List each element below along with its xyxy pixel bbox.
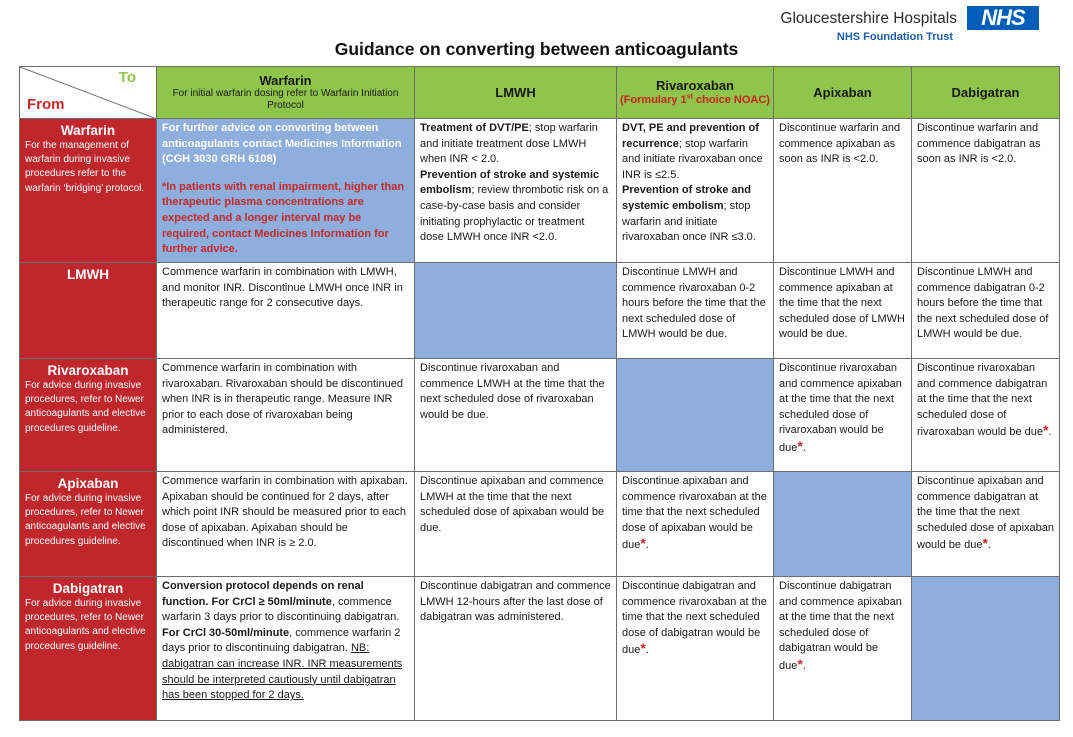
- recurrence-text: ; stop warfarin and initiate rivaroxaban once INR is ≤2.5.: [622, 137, 763, 181]
- row-rivaroxaban: [20, 359, 1060, 472]
- cell-apixaban-to-apixaban: [774, 472, 912, 577]
- header-row: [20, 67, 1060, 119]
- asterisk-mark: *: [797, 437, 803, 454]
- cell-warfarin-to-lmwh: [415, 119, 617, 263]
- formulary-note: [620, 93, 770, 107]
- col-header-warfarin: [157, 67, 415, 119]
- cell-lmwh-to-lmwh: [415, 263, 617, 359]
- row-header-warfarin: [20, 119, 157, 263]
- col-title-apixaban: Apixaban: [813, 85, 872, 100]
- row-header-dabigatran: [20, 577, 157, 721]
- col-header-lmwh: [415, 67, 617, 119]
- asterisk-mark: *: [1042, 422, 1049, 439]
- crcl-50-text: , commence warfarin 3 days prior to discontinuing dabigatran.: [162, 595, 400, 624]
- cell-lmwh-to-dabigatran: Discontinue LMWH and commence dabigatran 0-2 hours before the time that the next scheduled dose of LMWH would be due.: [912, 263, 1060, 359]
- cell-rivaroxaban-to-lmwh: Discontinue rivaroxaban and commence LMWH at the time that the next scheduled dose of rivaroxaban would be due.: [415, 359, 617, 472]
- nhs-logo: NHS: [967, 6, 1039, 30]
- stroke-text: ; stop warfarin and initiate rivaroxaban once INR ≤3.0.: [622, 199, 756, 244]
- cell-warfarin-to-dabigatran: Discontinue warfarin and commence dabigatran as soon as INR is <2.0.: [912, 119, 1060, 263]
- row-header-rivaroxaban: [20, 359, 157, 472]
- page-title: Guidance on converting between anticoagulants: [334, 39, 739, 59]
- col-header-apixaban: [774, 67, 912, 119]
- to-label: To: [118, 69, 136, 86]
- dvt-pe-heading: Treatment of DVT/PE: [420, 122, 529, 134]
- crcl-30-heading: For CrCl 30-50ml/minute: [162, 626, 290, 639]
- note-super: st: [686, 93, 693, 101]
- cell-text: Discontinue apixaban and commence rivaroxaban at the time that the next scheduled dose of apixaban would be due: [622, 475, 767, 552]
- cell-lmwh-to-apixaban: Discontinue LMWH and commence apixaban at the time that the next scheduled dose of LMWH would be due.: [774, 263, 912, 359]
- renal-heading: Conversion protocol depends on renal function.: [162, 580, 364, 608]
- cell-lmwh-to-warfarin: Commence warfarin in combination with LMWH, and monitor INR. Discontinue LMWH once INR in therapeutic range for 2 consecutive days.: [157, 263, 415, 359]
- row-subtitle-warfarin: For the management of warfarin during invasive procedures refer to the warfarin ‘bridging’ protocol.: [25, 140, 145, 194]
- row-apixaban: [20, 472, 1060, 577]
- row-title-lmwh: LMWH: [67, 267, 109, 282]
- cell-apixaban-to-warfarin: Commence warfarin in combination with apixaban. Apixaban should be continued for 2 days, after which point INR should be measured prior to each dose of apixaban. Apixaban should be discontinued when INR is ≥ 2.0.: [157, 472, 415, 577]
- stroke-heading: Prevention of stroke and systemic embolism: [420, 168, 600, 197]
- row-title-rivaroxaban: Rivaroxaban: [47, 363, 129, 378]
- renal-warning: *In patients with renal impairment, higher than therapeutic plasma concentrations are expected and a longer interval may be required, contact Medicines Information for further advice.: [162, 180, 405, 256]
- crcl-50-heading: For CrCl ≥ 50ml/minute: [208, 595, 332, 608]
- col-subtitle-warfarin: For initial warfarin dosing refer to Warfarin Initiation Protocol: [172, 88, 399, 111]
- cell-rivaroxaban-to-rivaroxaban: [617, 359, 774, 472]
- row-subtitle-rivaroxaban: For advice during invasive procedures, refer to Newer anticoagulants and elective procedures guideline.: [25, 380, 146, 434]
- cell-rivaroxaban-to-dabigatran: Discontinue rivaroxaban and commence dabigatran at the time that the next scheduled dose of rivaroxaban would be due*.: [912, 359, 1060, 472]
- col-title-lmwh: LMWH: [495, 85, 536, 100]
- cell-warfarin-to-rivaroxaban: [617, 119, 774, 263]
- col-header-rivaroxaban: [617, 67, 774, 119]
- cell-text: Discontinue apixaban and commence dabigatran at the time that the next scheduled dose of apixaban would be due: [917, 475, 1054, 552]
- cell-apixaban-to-dabigatran: Discontinue apixaban and commence dabigatran at the time that the next scheduled dose of apixaban would be due*.: [912, 472, 1060, 577]
- cell-rivaroxaban-to-warfarin: Commence warfarin in combination with rivaroxaban. Rivaroxaban should be discontinued when INR is in therapeutic range. Measure INR prior to each dose of rivaroxaban being administered.: [157, 359, 415, 472]
- row-title-apixaban: Apixaban: [57, 476, 119, 491]
- cell-warfarin-to-apixaban: Discontinue warfarin and commence apixaban as soon as INR is <2.0.: [774, 119, 912, 263]
- mi-contact-note: For further advice on converting between anticoagulants contact Medicines Information (CGH 3030 GRH 6108): [162, 122, 402, 166]
- asterisk-mark: *: [797, 655, 803, 672]
- row-warfarin: [20, 119, 1060, 263]
- cell-dabigatran-to-lmwh: Discontinue dabigatran and commence LMWH 12-hours after the last dose of dabigatran was administered.: [415, 577, 617, 721]
- dvt-pe-text: ; stop warfarin and initiate treatment dose LMWH when INR < 2.0.: [420, 122, 598, 166]
- cell-warfarin-to-warfarin: [157, 119, 415, 263]
- asterisk-mark: *: [640, 640, 646, 657]
- cell-dabigatran-to-warfarin: [157, 577, 415, 721]
- row-header-apixaban: [20, 472, 157, 577]
- stroke-text: ; review thrombotic risk on a case-by-case basis and consider initiating prophylactic or treatment dose LMWH once INR <2.0.: [420, 184, 609, 244]
- cell-apixaban-to-rivaroxaban: Discontinue apixaban and commence rivaroxaban at the time that the next scheduled dose of apixaban would be due*.: [617, 472, 774, 577]
- cell-rivaroxaban-to-apixaban: Discontinue rivaroxaban and commence apixaban at the time that the next scheduled dose of rivaroxaban would be due*.: [774, 359, 912, 472]
- col-title-warfarin: Warfarin: [259, 73, 312, 88]
- stroke-heading: Prevention of stroke and systemic embolism: [622, 184, 751, 212]
- org-name: Gloucestershire Hospitals: [780, 10, 957, 27]
- crcl-30-text: , commence warfarin 2 days prior to discontinuing dabigatran.: [162, 626, 401, 655]
- row-title-dabigatran: Dabigatran: [52, 581, 124, 596]
- cell-text: Discontinue rivaroxaban and commence apixaban at the time that the next scheduled dose of rivaroxaban would be due: [779, 362, 902, 454]
- cell-text: Discontinue dabigatran and commence apixaban at the time that the next scheduled dose of dabigatran would be due: [779, 580, 902, 672]
- row-title-warfarin: Warfarin: [60, 123, 116, 138]
- row-dabigatran: [20, 577, 1060, 721]
- row-lmwh: [20, 263, 1060, 359]
- note-prefix: (Formulary 1: [620, 94, 687, 106]
- cell-dabigatran-to-rivaroxaban: Discontinue dabigatran and commence rivaroxaban at the time that the next scheduled dose of dabigatran would be due*.: [617, 577, 774, 721]
- from-label: From: [27, 96, 65, 113]
- col-title-dabigatran: Dabigatran: [951, 85, 1020, 100]
- brand-block: [739, 4, 1039, 44]
- asterisk-mark: *: [640, 535, 646, 552]
- cell-dabigatran-to-apixaban: Discontinue dabigatran and commence apixaban at the time that the next scheduled dose of dabigatran would be due*.: [774, 577, 912, 721]
- col-title-rivaroxaban: Rivaroxaban: [655, 78, 735, 93]
- cell-apixaban-to-lmwh: Discontinue apixaban and commence LMWH at the time that the next scheduled dose of apixaban would be due.: [415, 472, 617, 577]
- asterisk-mark: *: [982, 535, 988, 552]
- recurrence-heading: DVT, PE and prevention of recurrence: [622, 122, 759, 150]
- note-suffix: choice NOAC): [692, 94, 770, 106]
- cell-text: Discontinue dabigatran and commence rivaroxaban at the time that the next scheduled dose of dabigatran would be due: [622, 580, 767, 657]
- inr-caution-note: NB: dabigatran can increase INR. INR measurements should be interpreted cautiously until dabigatran has been stopped for 2 days.: [162, 642, 403, 702]
- conversion-table: [19, 66, 1060, 721]
- cell-text: Discontinue rivaroxaban and commence dabigatran at the time that the next scheduled dose of rivaroxaban would be due: [917, 362, 1048, 439]
- cell-dabigatran-to-dabigatran: [912, 577, 1060, 721]
- col-header-dabigatran: [912, 67, 1060, 119]
- trust-name: NHS Foundation Trust: [836, 31, 953, 43]
- row-subtitle-dabigatran: For advice during invasive procedures, refer to Newer anticoagulants and elective procedures guideline.: [25, 598, 146, 652]
- cell-lmwh-to-rivaroxaban: Discontinue LMWH and commence rivaroxaban 0-2 hours before the time that the next scheduled dose of LMWH would be due.: [617, 263, 774, 359]
- row-header-lmwh: [20, 263, 157, 359]
- row-subtitle-apixaban: For advice during invasive procedures, refer to Newer anticoagulants and elective procedures guideline.: [25, 493, 146, 547]
- corner-cell: [20, 67, 157, 119]
